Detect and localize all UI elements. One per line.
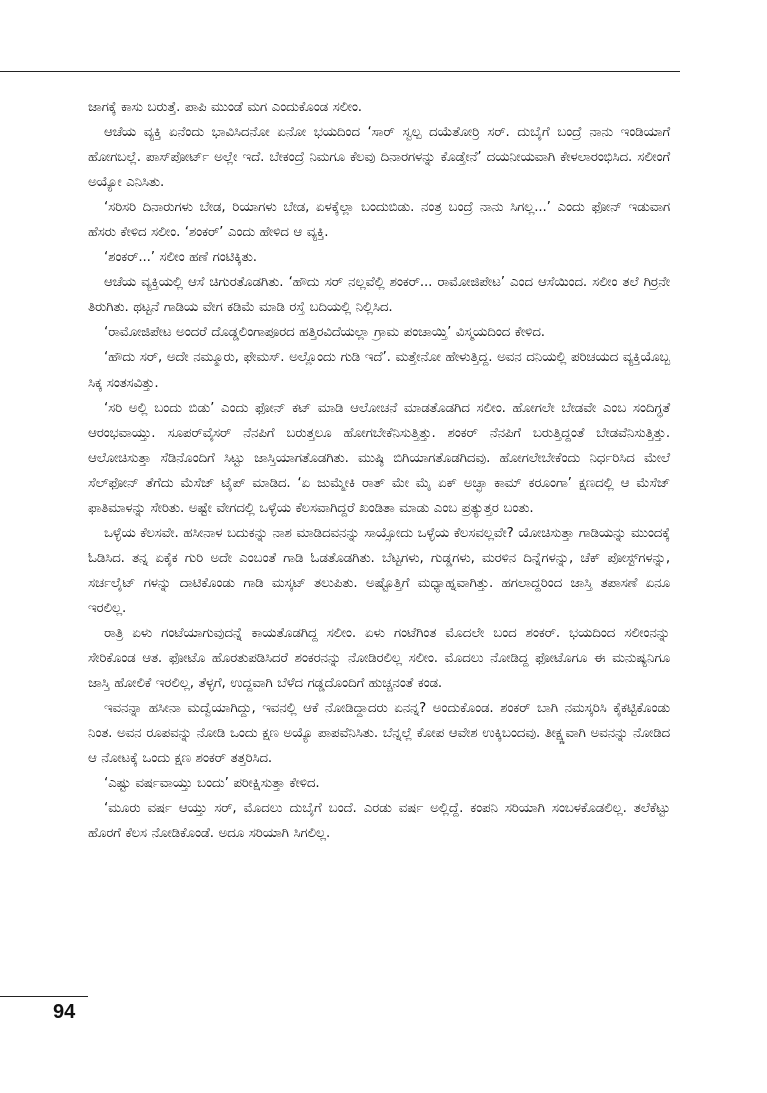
page-number-rule: [0, 996, 88, 997]
paragraph: ‘ಶಂಕರ್...’ ಸಲೀಂ ಹಣೆ ಗಂಟಿಕ್ಕಿತು.: [104, 250, 257, 266]
paragraph: ಆಚೆಯ ವ್ಯಕ್ತಿಯಲ್ಲಿ ಆಸೆ ಚಿಗುರತೊಡಗಿತು. ‘ಹೌದು ಸರ್ ನಲ್ಲವೆಲ್ಲಿ ಶಂಕರ್... ರಾಮೋಜಿಪೇಟ’ ಎಂದ ಆಸೆಯಿಂದ. ಸಲೀಂ ತಲೆ ಗಿರ್ರನೇ ತಿರುಗಿತು. ಥಟ್ಟನೆ ಗಾಡಿಯ ವೇಗ ಕಡಿಮೆ ಮಾಡಿ ರಸ್ತೆ ಬದಿಯಲ್ಲಿ ನಿಲ್ಲಿಸಿದ.: [88, 275, 670, 316]
paragraph: ‘ರಾಮೋಜಿಪೇಟ ಅಂದರೆ ದೊಡ್ಡಲಿಂಗಾಪೂರದ ಹತ್ತಿರವಿದೆಯಲ್ಲಾ ಗ್ರಾಮ ಪಂಚಾಯ್ತಿ’ ವಿಸ್ಮಯದಿಂದ ಕೇಳಿದ.: [104, 325, 545, 341]
paragraph: ಒಳ್ಳೆಯ ಕೆಲಸವೇ. ಹಸೀನಾಳ ಬದುಕನ್ನು ನಾಶ ಮಾಡಿದವನನ್ನು ಸಾಯ್ಸೋದು ಒಳ್ಳೆಯ ಕೆಲಸವಲ್ಲವೇ? ಯೋಚಿಸುತ್ತಾ ಗಾಡಿಯನ್ನು ಮುಂದಕ್ಕೆ ಓಡಿಸಿದ. ತನ್ನ ಏಕೈಕ ಗುರಿ ಅದೇ ಎಂಬಂತೆ ಗಾಡಿ ಓಡತೊಡಗಿತು. ಬೆಟ್ಟಗಳು, ಗುಡ್ಡಗಳು, ಮರಳಿನ ದಿನ್ನೆಗಳನ್ನು, ಚೆಕ್ ಪೋಸ್ಟ್‌ಗಳನ್ನು, ಸರ್ಚಲೈಟ್ ಗಳನ್ನು ದಾಟಿಕೊಂಡು ಗಾಡಿ ಮಸ್ಕಟ್ ತಲುಪಿತು. ಅಷ್ಟೊತ್ತಿಗೆ ಮಧ್ಯಾಹ್ನವಾಗಿತ್ತು. ಹಗಲಾದ್ದರಿಂದ ಜಾಸ್ತಿ ತಪಾಸಣೆ ಏನೂ ಇರಲಿಲ್ಲ.: [88, 525, 670, 616]
paragraph: ಜಾಗಕ್ಕೆ ಕಾಸು ಬರುತ್ತೆ. ಪಾಪಿ ಮುಂಡೆ ಮಗ ಎಂದುಕೊಂಡ ಸಲೀಂ.: [88, 100, 362, 115]
page-text: [88, 95, 670, 846]
paragraph: ಇವನನ್ನಾ ಹಸೀನಾ ಮದ್ವೆಯಾಗಿದ್ದು, ಇವನಲ್ಲಿ ಆಕೆ ನೋಡಿದ್ದಾದರು ಏನನ್ನ? ಅಂದುಕೊಂಡ. ಶಂಕರ್ ಬಾಗಿ ನಮಸ್ಕರಿಸಿ ಕೈಕಟ್ಟಿಕೊಂಡು ನಿಂತ. ಅವನ ರೂಪವನ್ನು ನೋಡಿ ಒಂದು ಕ್ಷಣ ಅಯ್ಯೊ ಪಾಪವೆನಿಸಿತು. ಬೆನ್ನಲ್ಲೆ ಕೋಪ ಆವೇಶ ಉಕ್ಕಿಬಂದವು. ತೀಕ್ಷ್ಣವಾಗಿ ಅವನನ್ನು ನೋಡಿದ ಆ ನೋಟಕ್ಕೆ ಒಂದು ಕ್ಷಣ ಶಂಕರ್ ತತ್ತರಿಸಿದ.: [88, 701, 670, 767]
paragraph: ‘ಎಷ್ಟು ವರ್ಷವಾಯ್ತು ಬಂದು’ ಪರೀಕ್ಷಿಸುತ್ತಾ ಕೇಳಿದ.: [104, 776, 320, 792]
paragraph: ‘ಸರಿಸರಿ ದಿನಾರುಗಳು ಬೇಡ, ರಿಯಾಗಳು ಬೇಡ, ಏಳಕ್ಕೆಲ್ಲಾ ಬಂದುಬಿಡು. ನಂತ್ರ ಬಂದ್ರೆ ನಾನು ಸಿಗಲ್ಲ...’ ಎಂದು ಫೋನ್ ಇಡುವಾಗ ಹೆಸರು ಕೇಳಿದ ಸಲೀಂ. ‘ಶಂಕರ್’ ಎಂದು ಹೇಳಿದ ಆ ವ್ಯಕ್ತಿ.: [88, 200, 670, 241]
paragraph: ‘ಸರಿ ಅಲ್ಲಿ ಬಂದು ಬಿಡು’ ಎಂದು ಫೋನ್ ಕಟ್ ಮಾಡಿ ಆಲೋಚನೆ ಮಾಡತೊಡಗಿದ ಸಲೀಂ. ಹೋಗಲೇ ಬೇಡವೇ ಎಂಬ ಸಂದಿಗ್ಧತೆ ಆರಂಭವಾಯ್ತು. ಸೂಪರ್‌ವೈಸರ್ ನೆನಪಿಗೆ ಬರುತ್ತಲೂ ಹೋಗಬೇಕೆನಿಸುತ್ತಿತ್ತು. ಶಂಕರ್ ನೆನಪಿಗೆ ಬರುತ್ತಿದ್ದಂತೆ ಬೇಡವೆನಿಸುತ್ತಿತ್ತು. ಆಲೋಚಿಸುತ್ತಾ ಸೆಡಿನೊಂದಿಗೆ ಸಿಟ್ಟು ಜಾಸ್ತಿಯಾಗತೊಡಗಿತು. ಮುಷ್ಠಿ ಬಿಗಿಯಾಗತೊಡಗಿದವು. ಹೋಗಲೇಬೇಕೆಂದು ನಿರ್ಧರಿಸಿದ ಮೇಲೆ ಸೆಲ್‌ಫೋನ್ ತೆಗೆದು ಮೆಸೆಜ್ ಟೈಪ್ ಮಾಡಿದ. ‘ಏ ಜುಮ್ಮೇಕಿ ರಾತ್ ಮೇ ಮೈ ಏಕ್ ಅಚ್ಛಾ ಕಾಮ್ ಕರೂಂಗಾ’ ಕ್ಷಣದಲ್ಲಿ ಆ ಮೆಸೆಜ್ ಫಾತಿಮಾಳನ್ನು ಸೇರಿತು. ಅಷ್ಟೇ ವೇಗದಲ್ಲಿ ಒಳ್ಳೆಯ ಕೆಲಸವಾಗಿದ್ದರೆ ಖಂಡಿತಾ ಮಾಡು ಎಂಬ ಪ್ರತ್ಯುತ್ತರ ಬಂತು.: [88, 400, 670, 516]
paragraph: ರಾತ್ರಿ ಏಳು ಗಂಟೆಯಾಗುವುದನ್ನೆ ಕಾಯತೊಡಗಿದ್ದ ಸಲೀಂ. ಏಳು ಗಂಟೆಗಿಂತ ಮೊದಲೇ ಬಂದ ಶಂಕರ್. ಭಯದಿಂದ ಸಲೀಂನನ್ನು ಸೇರಿಕೊಂಡ ಆತ. ಫೋಟೊ ಹೊರತುಪಡಿಸಿದರೆ ಶಂಕರನನ್ನು ನೋಡಿರಲಿಲ್ಲ ಸಲೀಂ. ಮೊದಲು ನೋಡಿದ್ದ ಫೋಟೊಗೂ ಈ ಮನುಷ್ಯನಿಗೂ ಜಾಸ್ತಿ ಹೋಲಿಕೆ ಇರಲಿಲ್ಲ, ತೆಳ್ಳಗೆ, ಉದ್ದವಾಗಿ ಬೆಳೆದ ಗಡ್ಡದೊಂದಿಗೆ ಹುಚ್ಚನಂತೆ ಕಂಡ.: [88, 625, 670, 692]
top-rule: [0, 71, 680, 72]
paragraph: ‘ಮೂರು ವರ್ಷ ಆಯ್ತು ಸರ್, ಮೊದಲು ದುಬೈಗೆ ಬಂದೆ. ಎರಡು ವರ್ಷ ಅಲ್ಲಿದ್ದೆ. ಕಂಪನಿ ಸರಿಯಾಗಿ ಸಂಬಳಕೊಡಲಿಲ್ಲ. ತಲೆಕೆಟ್ಟು ಹೊರಗೆ ಕೆಲಸ ನೋಡಿಕೊಂಡೆ. ಅದೂ ಸರಿಯಾಗಿ ಸಿಗಲಿಲ್ಲ.: [88, 801, 670, 842]
page-number: 94: [53, 1001, 76, 1023]
paragraph: ಆಚೆಯ ವ್ಯಕ್ತಿ ಏನೆಂದು ಭಾವಿಸಿದನೋ ಏನೋ ಭಯದಿಂದ ‘ಸಾರ್ ಸ್ವಲ್ಪ ದಯೆತೋರ್ರಿ ಸರ್. ದುಬೈಗೆ ಬಂದ್ರೆ ನಾನು ಇಂಡಿಯಾಗೆ ಹೋಗಬಲ್ಲೆ. ಪಾಸ್‌ಪೋರ್ಟ್ ಅಲ್ಲೇ ಇದೆ. ಬೇಕಂದ್ರೆ ನಿಮಗೂ ಕೆಲವು ದಿನಾರಗಳನ್ನು ಕೊಡ್ತೇನೆ’ ದಯನೀಯವಾಗಿ ಕೇಳಲಾರಂಭಿಸಿದ. ಸಲೀಂಗೆ ಅಯ್ಯೋ ಎನಿಸಿತು.: [88, 125, 670, 191]
paragraph: ‘ಹೌದು ಸರ್, ಅದೇ ನಮ್ಮೂರು, ಫೇಮಸ್. ಅಲ್ಲೊಂದು ಗುಡಿ ಇದೆ’. ಮತ್ತೇನೋ ಹೇಳುತ್ತಿದ್ದ. ಅವನ ದನಿಯಲ್ಲಿ ಪರಿಚಯದ ವ್ಯಕ್ತಿಯೊಬ್ಬ ಸಿಕ್ಕ ಸಂತಸವಿತ್ತು.: [88, 350, 670, 391]
